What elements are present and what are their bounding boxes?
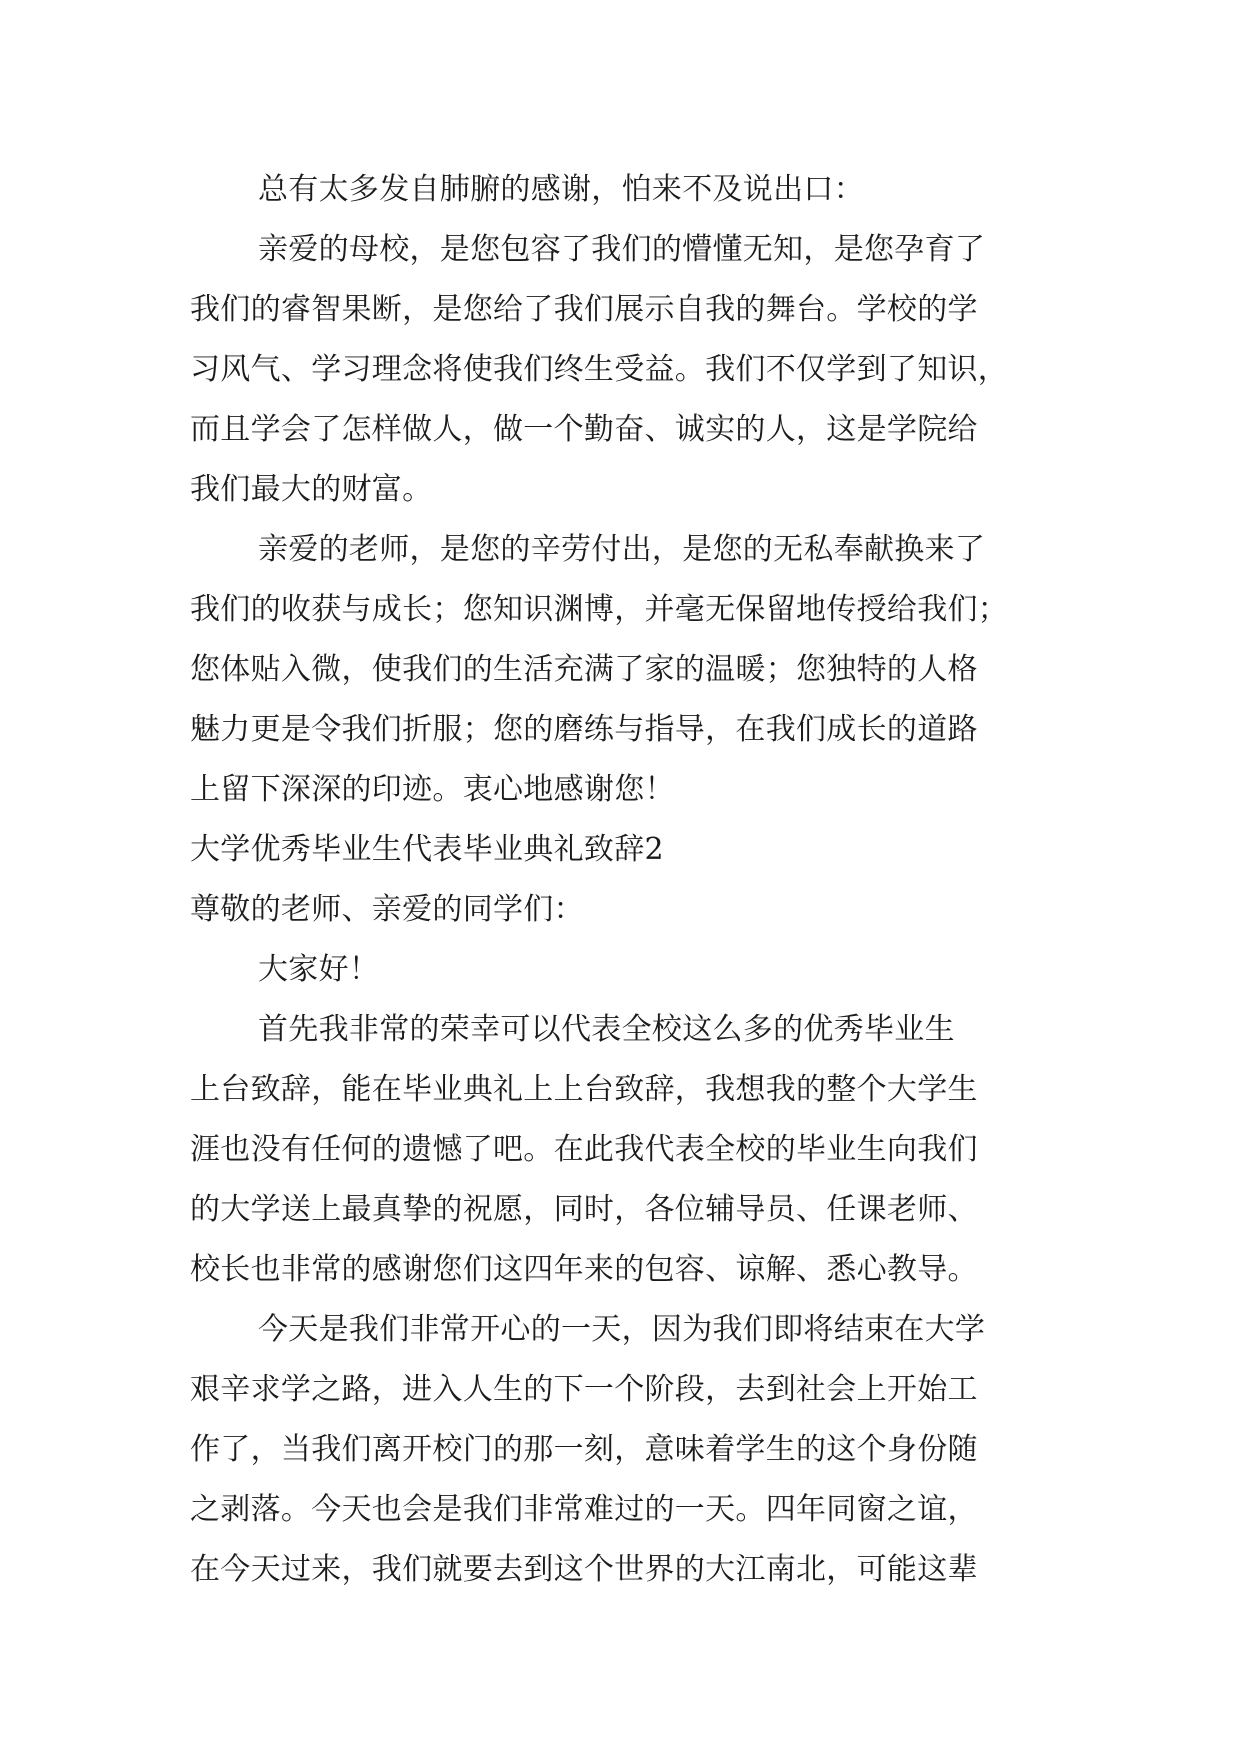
paragraph-line-20: 之剥落。今天也会是我们非常难过的一天。四年同窗之谊， (190, 1492, 978, 1527)
paragraph-line-7: 亲爱的老师，是您的辛劳付出，是您的无私奉献换来了 (258, 532, 986, 567)
paragraph-line-2: 亲爱的母校，是您包容了我们的懵懂无知，是您孕育了 (258, 232, 986, 267)
paragraph-line-6: 我们最大的财富。 (190, 472, 433, 507)
paragraph-line-8: 我们的收获与成长；您知识渊博，并毫无保留地传授给我们； (190, 592, 1009, 627)
paragraph-line-12: 首先我非常的荣幸可以代表全校这么多的优秀毕业生 (258, 1012, 955, 1047)
section-title: 大学优秀毕业生代表毕业典礼致辞2 (190, 832, 664, 867)
paragraph-line-17: 今天是我们非常开心的一天，因为我们即将结束在大学 (258, 1312, 986, 1347)
paragraph-line-18: 艰辛求学之路，进入人生的下一个阶段，去到社会上开始工 (190, 1372, 978, 1407)
paragraph-line-13: 上台致辞，能在毕业典礼上上台致辞，我想我的整个大学生 (190, 1072, 978, 1107)
document-body (190, 160, 1050, 1600)
paragraph-line-16: 校长也非常的感谢您们这四年来的包容、谅解、悉心教导。 (190, 1252, 978, 1287)
paragraph-line-21: 在今天过来，我们就要去到这个世界的大江南北，可能这辈 (190, 1552, 978, 1587)
paragraph-line-14: 涯也没有任何的遗憾了吧。在此我代表全校的毕业生向我们 (190, 1132, 978, 1167)
salutation-line: 尊敬的老师、亲爱的同学们： (190, 892, 584, 927)
paragraph-line-1: 总有太多发自肺腑的感谢，怕来不及说出口： (258, 172, 864, 207)
greeting-line: 大家好！ (258, 952, 380, 987)
paragraph-line-11: 上留下深深的印迹。衷心地感谢您！ (190, 772, 675, 807)
paragraph-line-9: 您体贴入微，使我们的生活充满了家的温暖；您独特的人格 (190, 652, 978, 687)
paragraph-line-5: 而且学会了怎样做人，做一个勤奋、诚实的人，这是学院给 (190, 412, 978, 447)
paragraph-line-3: 我们的睿智果断，是您给了我们展示自我的舞台。学校的学 (190, 292, 978, 327)
paragraph-line-4: 习风气、学习理念将使我们终生受益。我们不仅学到了知识， (190, 352, 1009, 387)
paragraph-line-10: 魅力更是令我们折服；您的磨练与指导，在我们成长的道路 (190, 712, 978, 747)
paragraph-line-19: 作了，当我们离开校门的那一刻，意味着学生的这个身份随 (190, 1432, 978, 1467)
paragraph-line-15: 的大学送上最真挚的祝愿，同时，各位辅导员、任课老师、 (190, 1192, 978, 1227)
